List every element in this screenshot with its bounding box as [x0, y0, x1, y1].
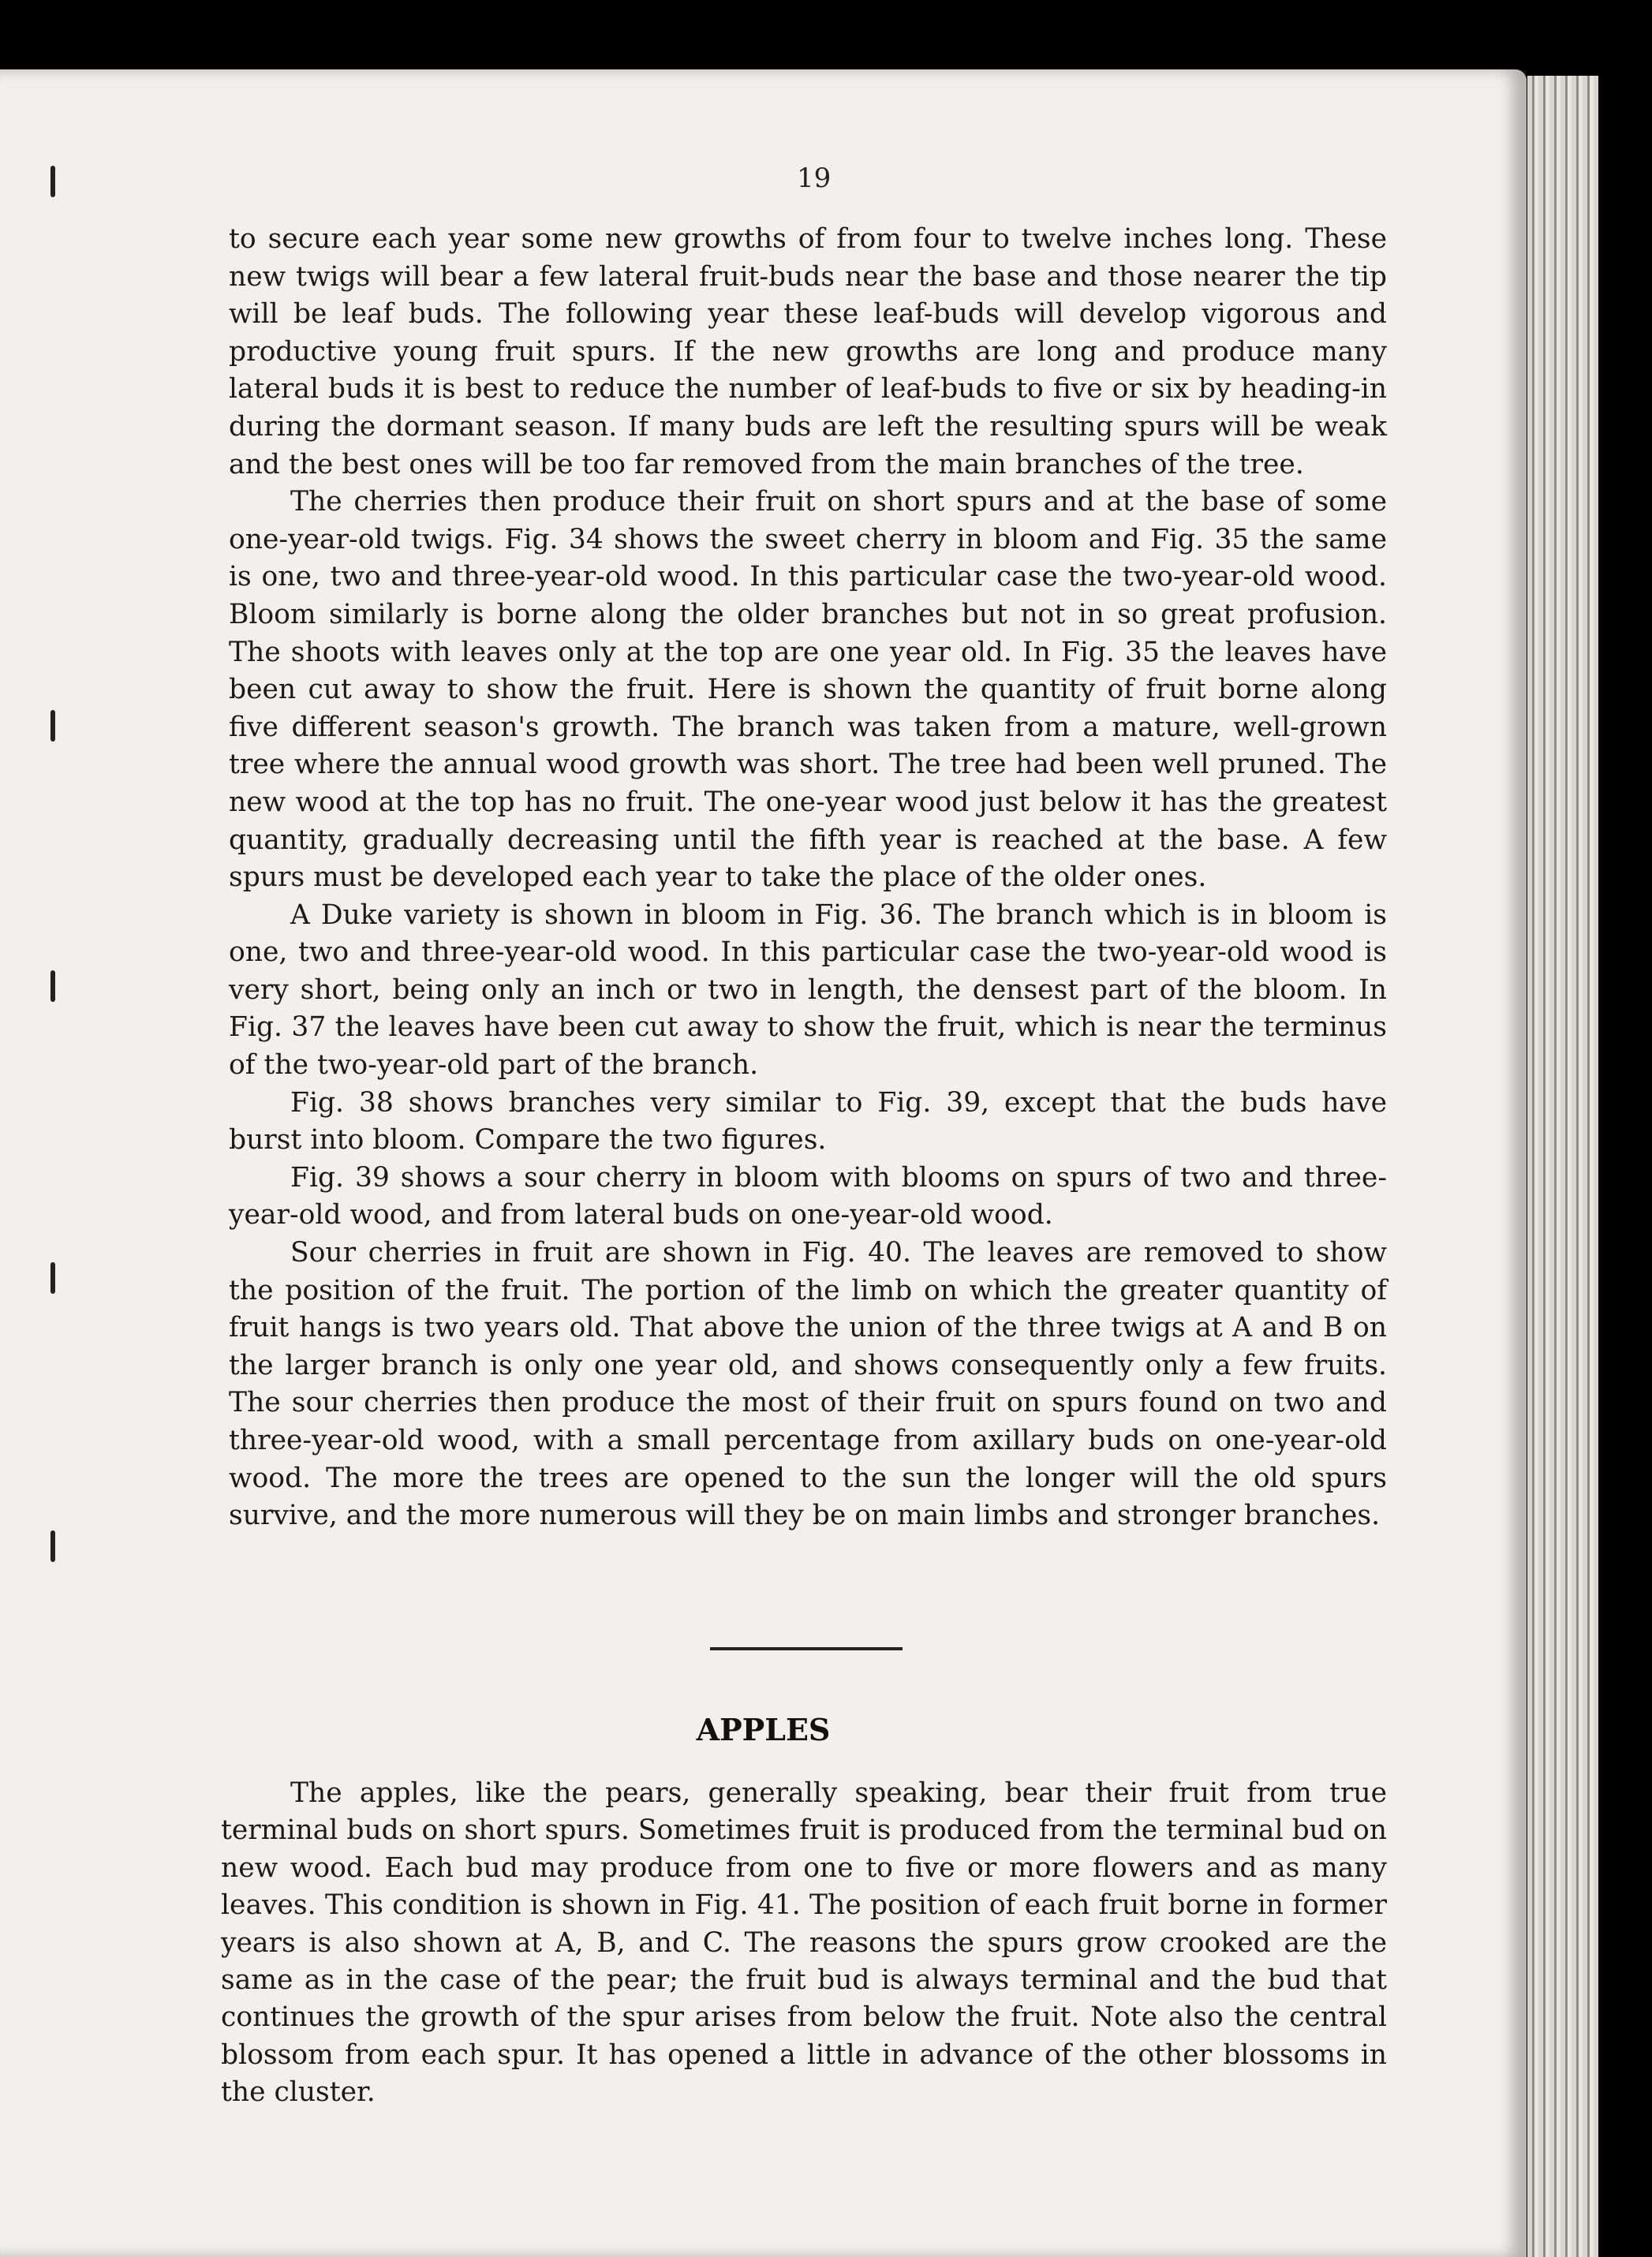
paragraph: A Duke variety is shown in bloom in Fig. 36. The branch which is in bloom is one, two and three-year-old wood. In this particular case the two-year-old wood is very short, being only an inch or two in length, the densest part of the bloom. In Fig. 37 the leaves have been cut away to show the fruit, which is near the terminus of the two-year-old part of the branch. — [229, 899, 1387, 1082]
paragraph: Sour cherries in fruit are shown in Fig. 40. The leaves are removed to show the position of the fruit. The portion of the limb on which the greater quantity of fruit hangs is two years old. That above the union of the three twigs at A and B on the larger branch is only one year old, and shows consequently only a few fruits. The sour cherries then produce the most of their fruit on spurs found on two and three-year-old wood, with a small percentage from axillary buds on one-year-old wood. The more the trees are opened to the sun the longer will the old spurs survive, and the more numerous will they be on main limbs and stronger branches. — [229, 1237, 1387, 1532]
paragraph: to secure each year some new growths of from four to twelve inches long. These new twigs will bear a few lateral fruit-buds near the base and those nearer the tip will be leaf buds. The following year these leaf-buds will develop vigorous and productive young fruit spurs. If the new growths are long and produce many lateral buds it is best to reduce the number of leaf-buds to five or six by heading-in during the dormant season. If many buds are left the resulting spurs will be weak and the best ones will be too far removed from the main branches of the tree. — [229, 223, 1387, 480]
binding-mark — [50, 970, 55, 1002]
paragraph: Fig. 38 shows branches very similar to Fig. 39, except that the buds have burst into bloom. Compare the two figures. — [229, 1086, 1387, 1157]
binding-mark — [50, 1262, 55, 1294]
binding-mark — [50, 710, 55, 742]
binding-mark — [50, 1530, 55, 1562]
section-divider — [710, 1647, 903, 1650]
page-edges — [1527, 76, 1598, 2257]
paragraph: The apples, like the pears, generally speaking, bear their fruit from true terminal buds on short spurs. Sometimes fruit is produced from the terminal bud on new wood. Each bud may produce from one to five or more flowers and as many leaves. This condition is shown in Fig. 41. The position of each fruit borne in former years is also shown at A, B, and C. The reasons the spurs grow crooked are the same as in the case of the pear; the fruit bud is always terminal and the bud that continues the growth of the spur arises from below the fruit. Note also the central blossom from each spur. It has opened a little in advance of the other blossoms in the cluster. — [221, 1777, 1387, 2109]
paragraph: The cherries then produce their fruit on short spurs and at the base of some one-year-old twigs. Fig. 34 shows the sweet cherry in bloom and Fig. 35 the same is one, two and three-year-old wood. In this particular case the two-year-old wood. Bloom similarly is borne along the older branches but not in so great profusion. The shoots with leaves only at the top are one year old. In Fig. 35 the leaves have been cut away to show the fruit. Here is shown the quantity of fruit borne along five different season's growth. The branch was taken from a mature, well-grown tree where the annual wood growth was short. The tree had been well pruned. The new wood at the top has no fruit. The one-year wood just below it has the greatest quantity, gradually decreasing until the fifth year is reached at the base. A few spurs must be developed each year to take the place of the older ones. — [229, 486, 1387, 894]
binding-mark — [50, 166, 55, 197]
paragraph: Fig. 39 shows a sour cherry in bloom with blooms on spurs of two and three-year-old wood, and from lateral buds on one-year-old wood. — [229, 1161, 1387, 1231]
section-heading: APPLES — [696, 1712, 831, 1747]
apples-text — [221, 1775, 1387, 2112]
page-number: 19 — [797, 163, 832, 194]
cherries-text — [229, 221, 1387, 1535]
